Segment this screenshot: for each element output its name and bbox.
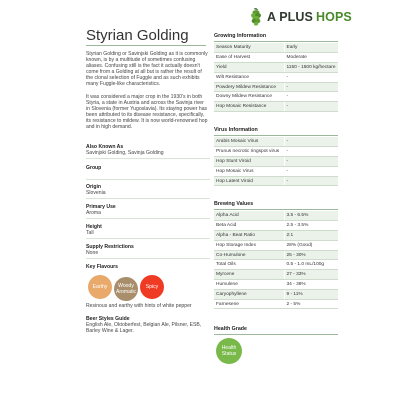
row-value: 27 - 33% xyxy=(284,270,338,280)
row-value: 25 - 30% xyxy=(284,250,338,260)
beer-styles-field xyxy=(86,316,210,334)
row-label: Powdery Mildew Resistance xyxy=(214,82,284,92)
supply-restrictions-label: Supply Restrictions xyxy=(86,244,134,250)
variety-intro xyxy=(86,51,208,136)
growing-info-table xyxy=(214,43,338,112)
brand-logo xyxy=(249,7,409,27)
row-label: Ease of Harvest xyxy=(214,53,284,63)
table-row xyxy=(214,137,338,147)
table-row xyxy=(214,147,338,157)
row-label: Downy Mildew Resistance xyxy=(214,92,284,102)
row-value: 3.5 - 6.5% xyxy=(284,211,338,221)
row-value: - xyxy=(284,92,338,102)
row-value: 0.5 - 1.0 mL/100g xyxy=(284,260,338,270)
brand-name xyxy=(267,10,352,24)
hop-cone-icon xyxy=(249,8,263,26)
table-row xyxy=(214,299,338,309)
row-value: Early xyxy=(284,43,338,53)
field-divider xyxy=(86,179,210,180)
also-known-as-field xyxy=(86,144,210,159)
intro-paragraph: Styrian Golding or Savinjski Golding as it is commonly known, is by a multitude of sometimes confusing aliases. Confusing still is the fact it actually doesn't come from a Golding at all but is rather the result of the clonal selection of Fuggle and as such exhibits many Fuggle-like characteristics. xyxy=(86,51,208,88)
health-grade-title: Health Grade xyxy=(214,326,247,332)
table-row xyxy=(214,72,338,82)
origin-label: Origin xyxy=(86,184,101,190)
row-label: Season Maturity xyxy=(214,43,284,53)
section-divider xyxy=(214,209,338,210)
brewing-values-table xyxy=(214,211,338,309)
table-row xyxy=(214,82,338,92)
primary-use-label: Primary Use xyxy=(86,204,116,210)
row-value: 2:1 xyxy=(284,231,338,241)
row-label: Prunus necrotic ringspot virus xyxy=(214,147,284,157)
brand-word-plus: PLUS xyxy=(279,10,313,24)
row-label: Hop Latent Viroid xyxy=(214,176,284,186)
table-row xyxy=(214,270,338,280)
table-row xyxy=(214,289,338,299)
row-value: - xyxy=(284,157,338,167)
key-flavours-label: Key Flavours xyxy=(86,264,118,270)
row-value: 2 - 5% xyxy=(284,299,338,309)
intro-paragraph: It was considered a major crop in the 1930's in both Styria, a state in Austria and across the Savinja river in Slovenia (former Yugoslavia). Its staying power has been attributed to its disease resistance, specifically, its resistance to mildew. It is now world-renowned hop and in high demand. xyxy=(86,93,208,131)
table-row xyxy=(214,231,338,241)
table-row xyxy=(214,43,338,53)
origin-field xyxy=(86,184,210,199)
key-flavours-field xyxy=(86,264,210,270)
brand-word-a: A xyxy=(267,10,276,24)
beer-styles-label: Beer Styles Guide xyxy=(86,316,130,322)
row-label: Caryophyllene xyxy=(214,289,284,299)
table-row xyxy=(214,280,338,290)
row-label: Hop Stunt Viroid xyxy=(214,157,284,167)
height-label: Height xyxy=(86,224,102,230)
beer-styles-value: English Ale, Oktoberfest, Belgian Ale, Pilsner, ESB, Barley Wine & Lager. xyxy=(86,322,202,335)
table-row xyxy=(214,240,338,250)
row-label: Total Oils xyxy=(214,260,284,270)
health-status-badge: Health Status xyxy=(216,338,242,364)
row-label: Yield xyxy=(214,63,284,73)
row-label: Alpha - Beat Ratio xyxy=(214,231,284,241)
group-field xyxy=(86,165,210,180)
field-divider xyxy=(86,198,210,199)
brand-word-hops: HOPS xyxy=(316,10,352,24)
row-value: 1150 - 1500 kg/hectare xyxy=(284,63,338,73)
flavour-woody-aromatic: Woody Aromatic xyxy=(114,277,138,301)
flavour-earthy: Earthy xyxy=(88,275,112,299)
row-label: Co-Humulone xyxy=(214,250,284,260)
row-value: - xyxy=(284,102,338,112)
primary-use-field xyxy=(86,204,210,219)
virus-info-table xyxy=(214,137,338,186)
row-label: Hop Mosaic Virus xyxy=(214,166,284,176)
also-known-as-label: Also Known As xyxy=(86,144,124,150)
row-value: - xyxy=(284,82,338,92)
brewing-values-title: Brewing Values xyxy=(214,201,254,207)
height-field xyxy=(86,224,210,239)
table-row xyxy=(214,250,338,260)
supply-restrictions-field xyxy=(86,244,210,259)
row-label: Hop Mosaic Resistance xyxy=(214,102,284,112)
row-label: Alpha Acid xyxy=(214,211,284,221)
field-divider xyxy=(86,238,210,239)
virus-info-title: Virus Information xyxy=(214,127,258,133)
table-row xyxy=(214,176,338,186)
flavour-description: Resinous and earthy with hints of white pepper xyxy=(86,303,192,309)
title-divider xyxy=(86,45,206,46)
row-value: - xyxy=(284,176,338,186)
row-label: Arabis Mosaic Virus xyxy=(214,137,284,147)
row-value: - xyxy=(284,72,338,82)
section-divider xyxy=(214,334,338,335)
row-label: Hop Storage Index xyxy=(214,240,284,250)
row-value: 9 - 11% xyxy=(284,289,338,299)
height-value: Tall xyxy=(86,230,94,237)
row-value: - xyxy=(284,147,338,157)
row-value: Moderate xyxy=(284,53,338,63)
table-row xyxy=(214,211,338,221)
growing-info-title: Growing Information xyxy=(214,33,267,39)
section-divider xyxy=(214,135,338,136)
origin-value: Slovenia xyxy=(86,190,106,197)
variety-title: Styrian Golding xyxy=(86,27,189,44)
supply-restrictions-value: None xyxy=(86,250,99,257)
group-label: Group xyxy=(86,165,102,171)
field-divider xyxy=(86,258,210,259)
row-label: Beta Acid xyxy=(214,221,284,231)
row-value: - xyxy=(284,166,338,176)
row-value: 34 - 38% xyxy=(284,280,338,290)
section-divider xyxy=(214,41,338,42)
row-label: Humulene xyxy=(214,280,284,290)
table-row xyxy=(214,102,338,112)
row-value: 28% (Good) xyxy=(284,240,338,250)
row-value: 2.5 - 3.5% xyxy=(284,221,338,231)
field-divider xyxy=(86,218,210,219)
table-row xyxy=(214,92,338,102)
also-known-as-value: Savinjski Golding, Savinja Golding xyxy=(86,150,164,157)
table-row xyxy=(214,260,338,270)
table-row xyxy=(214,221,338,231)
row-label: Wilt Resistance xyxy=(214,72,284,82)
row-value: - xyxy=(284,137,338,147)
row-label: Myrcene xyxy=(214,270,284,280)
primary-use-value: Aroma xyxy=(86,210,102,217)
table-row xyxy=(214,166,338,176)
table-row xyxy=(214,157,338,167)
flavour-spicy: Spicy xyxy=(140,275,164,299)
table-row xyxy=(214,53,338,63)
field-divider xyxy=(86,158,210,159)
table-row xyxy=(214,63,338,73)
row-label: Farnesene xyxy=(214,299,284,309)
